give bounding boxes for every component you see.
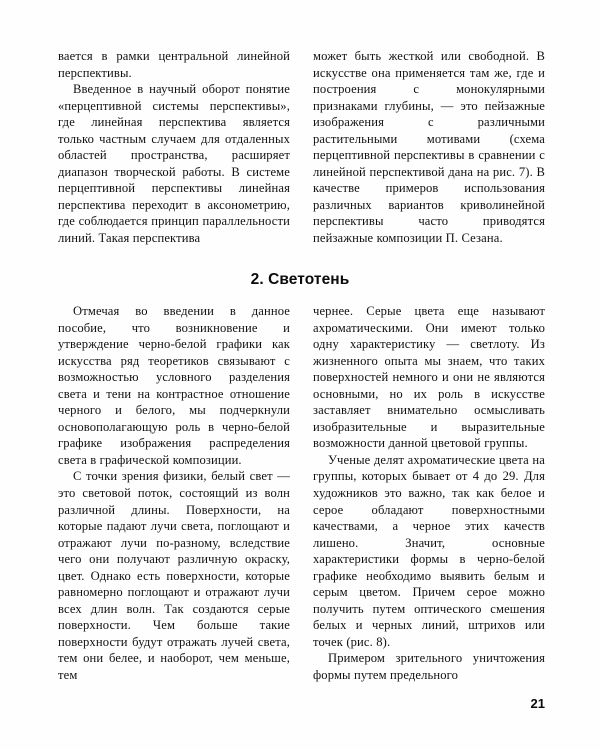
paragraph: чернее. Серые цвета еще называют ахроматическими. Они имеют только одну характеристику — светлоту. Из жизненного опыта мы знаем, что таких поверхностей немного и они не являются основными, но их роль в искусстве заставляет внимательно осмысливать изобразительные и выразительные возможности данной цветовой группы.	[313, 304, 545, 451]
section-heading: 2. Светотень	[250, 271, 350, 288]
paragraph: Отмечая во введении в данное пособие, что возникновение и утверждение черно-белой графики как искусства ряд теоретиков связывают с возможностью условного разделения света и тени на контрастное отношение черного и белого, мы подчеркнули основополагающую роль в черно-белой графике изображения распределения света в графической композиции.	[58, 304, 290, 467]
page-number: 21	[530, 696, 545, 711]
top-right-column	[313, 48, 545, 247]
paragraph: С точки зрения физики, белый свет — это световой поток, состоящий из волн различной длины. Поверхности, на которые падают лучи света, поглощают и отражают лучи по-разному, вследствие чего они получают различную окраску, цвет. Однако есть поверхности, которые равномерно поглощают и отражают лучи всех длин волн. Так создаются серые поверхности. Чем больше такие поверхности будут отражать лучей света, тем они белее, и наоборот, чем меньше, тем	[58, 469, 290, 683]
top-left-column	[58, 48, 290, 247]
paragraph: Примером зрительного уничтожения формы путем предельного	[313, 651, 545, 683]
paragraph: вается в рамки центральной линейной перспективы.	[58, 49, 290, 80]
bottom-text-band	[58, 303, 545, 684]
bottom-right-column	[313, 303, 545, 684]
bottom-left-column	[58, 303, 290, 684]
top-text-band	[58, 48, 545, 247]
paragraph: Введенное в научный оборот понятие «перцептивной системы перспективы», где линейная перспектива является только частным случаем для отдаленных областей пространства, расширяет диапазон творческой работы. В системе перцептивной перспективы линейная перспектива переходит в аксонометрию, где соблюдается принцип параллельности линий. Такая перспектива	[58, 82, 290, 246]
paragraph: Ученые делят ахроматические цвета на группы, которых бывает от 4 до 29. Для художников это важно, так как белое и серое обладают поверхностными качествами, а черное этих качеств лишено. Значит, основные характеристики формы в черно-белой графике необходимо выявить белым и серым цветом. Причем серое можно получить путем оптического смешения белых и черных линий, штрихов или точек (рис. 8).	[313, 452, 545, 649]
paragraph: может быть жесткой или свободной. В искусстве она применяется там же, где и построения с монокулярными признаками глубины, — это пейзажные изображения с различными растительными мотивами (схема перцептивной перспективы в сравнении с линейной перспективой дана на рис. 7). В качестве примеров использования различных вариантов криволинейной перспективы часто приводятся пейзажные композиции П. Сезана.	[313, 49, 545, 246]
